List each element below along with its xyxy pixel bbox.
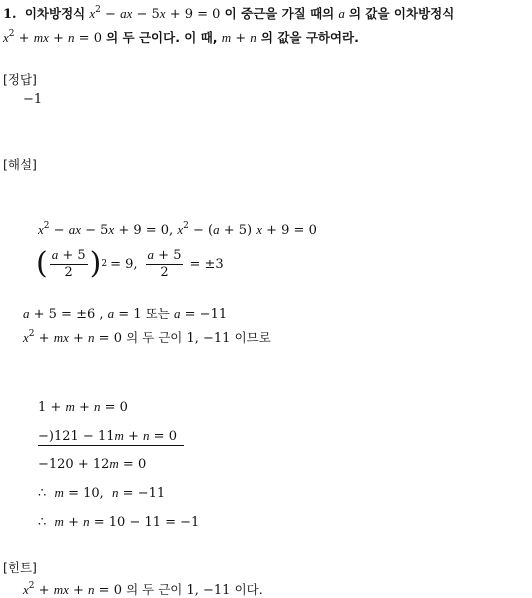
question-line-2 <box>3 28 359 46</box>
solution-eq-7: −120 + 12m = 0 <box>38 456 147 472</box>
answer-label: [정답] <box>3 72 37 87</box>
question-var-a: a <box>338 6 345 21</box>
fraction-1: $\frac{a + 5}{2}$ <box>51 247 86 280</box>
question-expr: m + n <box>221 30 257 46</box>
solution-eq-6: −)121 − 11m + n = 0 <box>38 428 184 446</box>
question-line-1 <box>3 4 454 22</box>
solution-label: [해설] <box>3 157 37 172</box>
solution-eq-2: ( $\frac{a + 5}{2}$ ) 2 = 9, $\frac{a + 5}{2}$ = ±3 <box>36 246 224 281</box>
solution-eq-3: a + 5 = ±6 , a = 1 또는 a = −11 <box>23 306 228 322</box>
eq2-mid: = 9, <box>110 256 138 272</box>
question-text-a: 이차방정식 <box>24 6 86 21</box>
eq2-end: = ±3 <box>189 256 224 272</box>
question-text-e: 의 값을 구하여라. <box>260 30 359 45</box>
question-equation-1: $x^2$ − ax − 5x + 9 = 0 <box>89 5 221 22</box>
answer-value: −1 <box>23 92 43 107</box>
hint-text: $x^2$ + mx + n = 0 의 두 근이 1, −11 이다. <box>23 581 263 598</box>
question-number: 1. <box>3 7 17 22</box>
solution-eq-8: ∴ m = 10, n = −11 <box>38 485 166 501</box>
question-text-c: 의 값을 이차방정식 <box>349 6 455 21</box>
solution-eq-5: 1 + m + n = 0 <box>38 399 128 415</box>
solution-eq-1: $x^2$ − ax − 5x + 9 = 0, $x^2 - (a + 5) x + 9 = 0$ <box>38 221 317 238</box>
hint-label: [힌트] <box>3 560 37 575</box>
eq6-prefix: −) <box>38 429 54 444</box>
question-text-b: 이 중근을 가질 때의 <box>224 6 335 21</box>
fraction-2: $\frac{a + 5}{2}$ <box>147 247 182 280</box>
solution-eq-9: ∴ m + n = 10 − 11 = −1 <box>38 514 200 530</box>
question-equation-2: $x^2$ + mx + n = 0 <box>3 29 102 46</box>
question-text-d: 의 두 근이다. 이 때, <box>106 30 218 45</box>
solution-eq-4: $x^2$ + mx + n = 0 의 두 근이 1, −11 이므로 <box>23 329 271 346</box>
